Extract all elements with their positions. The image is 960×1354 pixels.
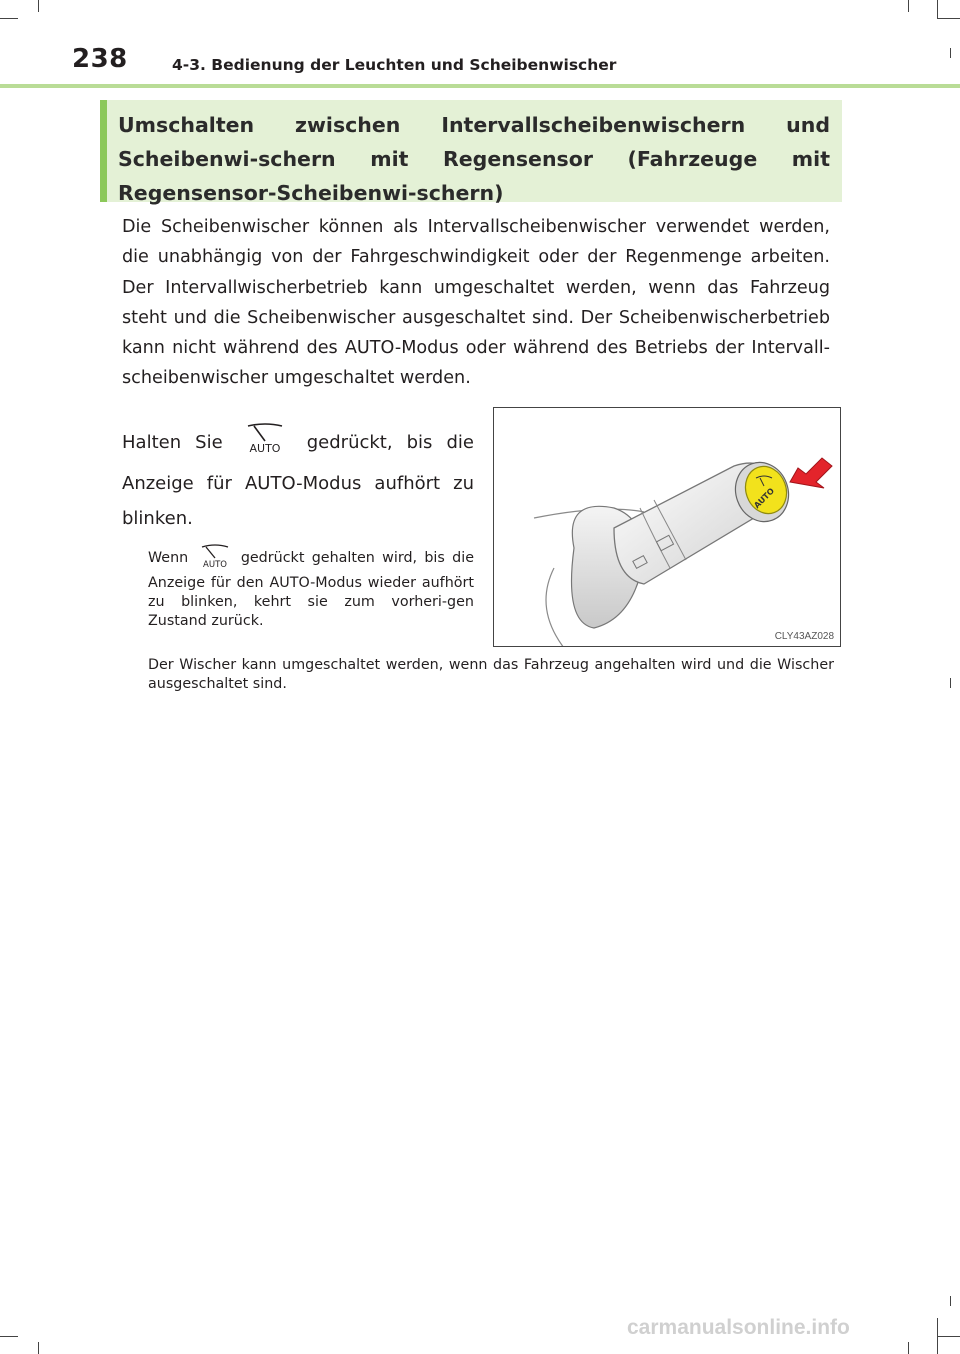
crop-mark <box>0 1336 18 1337</box>
pointer-arrow <box>790 458 832 488</box>
watermark: carmanualsonline.info <box>627 1316 850 1339</box>
note-revert <box>148 542 474 631</box>
crop-mark <box>937 0 938 18</box>
crop-mark <box>908 1342 909 1354</box>
crop-mark <box>38 0 39 12</box>
wiper-auto-label: AUTO <box>202 560 227 568</box>
crop-mark <box>0 18 18 19</box>
figure-code: CLY43AZ028 <box>774 631 834 642</box>
note-vehicle-stopped: Der Wischer kann umgeschaltet werden, wenn das Fahrzeug angehalten wird und die Wischer ausgeschaltet sind. <box>148 657 834 692</box>
section-heading: Umschalten zwischen Intervallscheibenwischern und Scheibenwi-schern mit Regensensor (Fahrzeuge mit Regensensor-Scheibenwi-schern) <box>118 113 830 205</box>
instruction-before-icon: Halten Sie <box>122 432 223 453</box>
crop-mark <box>937 1336 960 1337</box>
crop-mark <box>38 1342 39 1354</box>
note1-before-icon: Wenn <box>148 550 189 566</box>
crop-mark <box>950 678 951 688</box>
instruction-after-icon: gedrückt, bis die Anzeige für AUTO-Modus aufhört zu blinken. <box>122 432 474 529</box>
crop-mark <box>937 18 960 19</box>
wiper-lever-illustration <box>493 407 841 647</box>
wiper-auto-label: AUTO <box>249 442 281 454</box>
lever-drawing <box>494 408 841 647</box>
crop-mark <box>950 48 951 58</box>
body-paragraph: Die Scheibenwischer können als Intervallscheibenwischer verwendet werden, die unabhängig von der Fahrgeschwindigkeit oder der Regenmenge arbeiten. Der Intervallwischerbetrieb kann umgeschaltet werden, wenn das Fahrzeug steht und die Scheibenwischer ausgeschaltet sind. Der Scheibenwischerbetrieb kann nicht während des AUTO-Modus oder während des Betriebs der Intervall-scheibenwischer umgeschaltet werden. <box>122 217 830 389</box>
wiper-auto-icon <box>243 420 287 466</box>
note1-after-icon: gedrückt gehalten wird, bis die Anzeige für den AUTO-Modus wieder aufhört zu blinken, kehrt sie zum vorheri-gen Zustand zurück. <box>148 550 474 629</box>
wiper-auto-icon <box>198 542 232 574</box>
page-number: 238 <box>72 44 128 74</box>
header-divider <box>0 84 960 88</box>
crop-mark <box>950 1296 951 1306</box>
chapter-title: 4-3. Bedienung der Leuchten und Scheibenwischer <box>172 56 617 74</box>
auto-button-label: AUTO <box>752 486 777 511</box>
instruction-text <box>122 420 474 536</box>
crop-mark <box>908 0 909 12</box>
